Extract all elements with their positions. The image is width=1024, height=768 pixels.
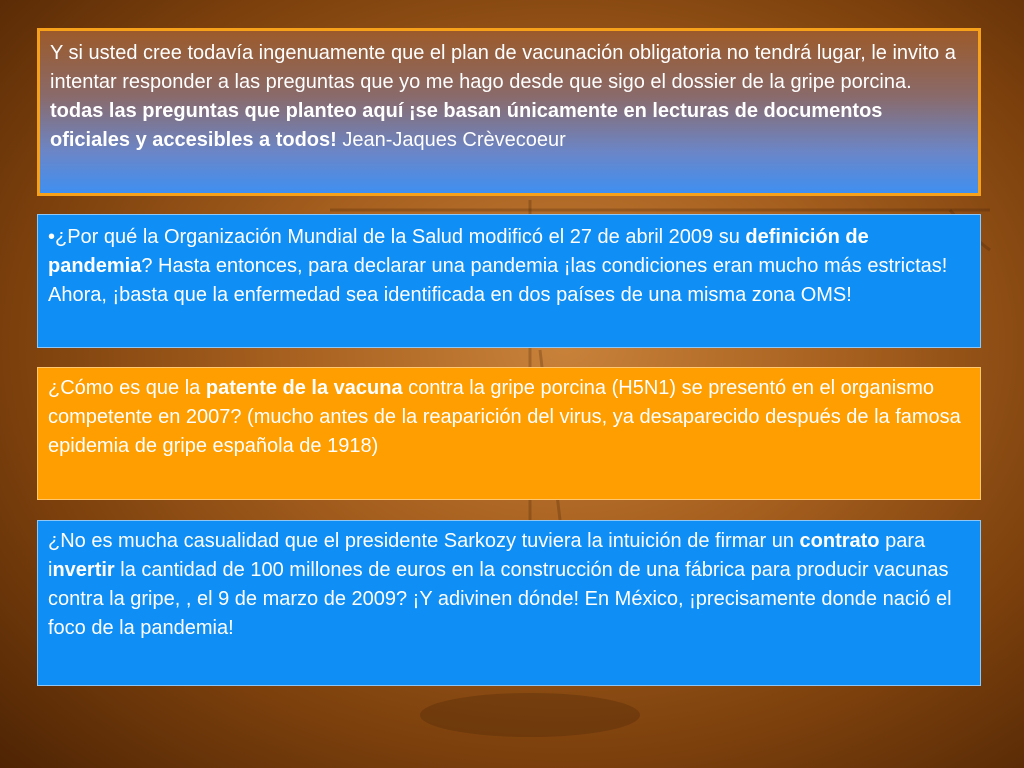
question-1-bold: definición de pandemia [48,226,869,277]
question-1-text-end: ? Hasta entonces, para declarar una pandemia ¡las condiciones eran mucho más estrictas! Ahora, ¡basta que la enfermedad sea identificada en dos países de una misma zona OMS! [48,255,948,306]
question-pandemic-definition-box [37,214,981,348]
question-3-bold-invertir: nvertir [52,559,115,581]
question-2-text: ¿Cómo es que la [48,377,206,399]
question-3-bold-contrato: contrato [799,530,880,552]
intro-quote-box [37,28,981,196]
question-2-text-end: contra la gripe porcina (H5N1) se presentó en el organismo competente en 2007? (mucho antes de la reaparición del virus, ya desaparecido después de la famosa epidemia de gripe española de 1918) [48,377,961,457]
question-1-text: •¿Por qué la Organización Mundial de la Salud modificó el 27 de abril 2009 su [48,226,746,248]
question-3-text: ¿No es mucha casualidad que el presidente Sarkozy tuviera la intuición de firmar un [48,530,800,552]
question-3-text-end: la cantidad de 100 millones de euros en la construcción de una fábrica para producir vacunas contra la gripe, , el 9 de marzo de 2009? ¡Y adivinen dónde! En México, ¡precisamente donde nació el foco de la pandemia! [48,559,952,639]
intro-bold-text: todas las preguntas que planteo aquí ¡se basan únicamente en lecturas de documentos oficiales y accesibles a todos! [50,100,883,151]
question-2-bold: patente de la vacuna [205,377,403,399]
intro-author: Jean-Jaques Crèvecoeur [336,129,566,151]
question-vaccine-patent-box [37,367,981,500]
question-sarkozy-contract-box [37,520,981,686]
intro-text: Y si usted cree todavía ingenuamente que el plan de vacunación obligatoria no tendrá lugar, le invito a intentar responder a las preguntas que yo me hago desde que sigo el dossier de la gripe porcina. [50,42,956,93]
question-3-text-mid: para i [48,530,926,581]
